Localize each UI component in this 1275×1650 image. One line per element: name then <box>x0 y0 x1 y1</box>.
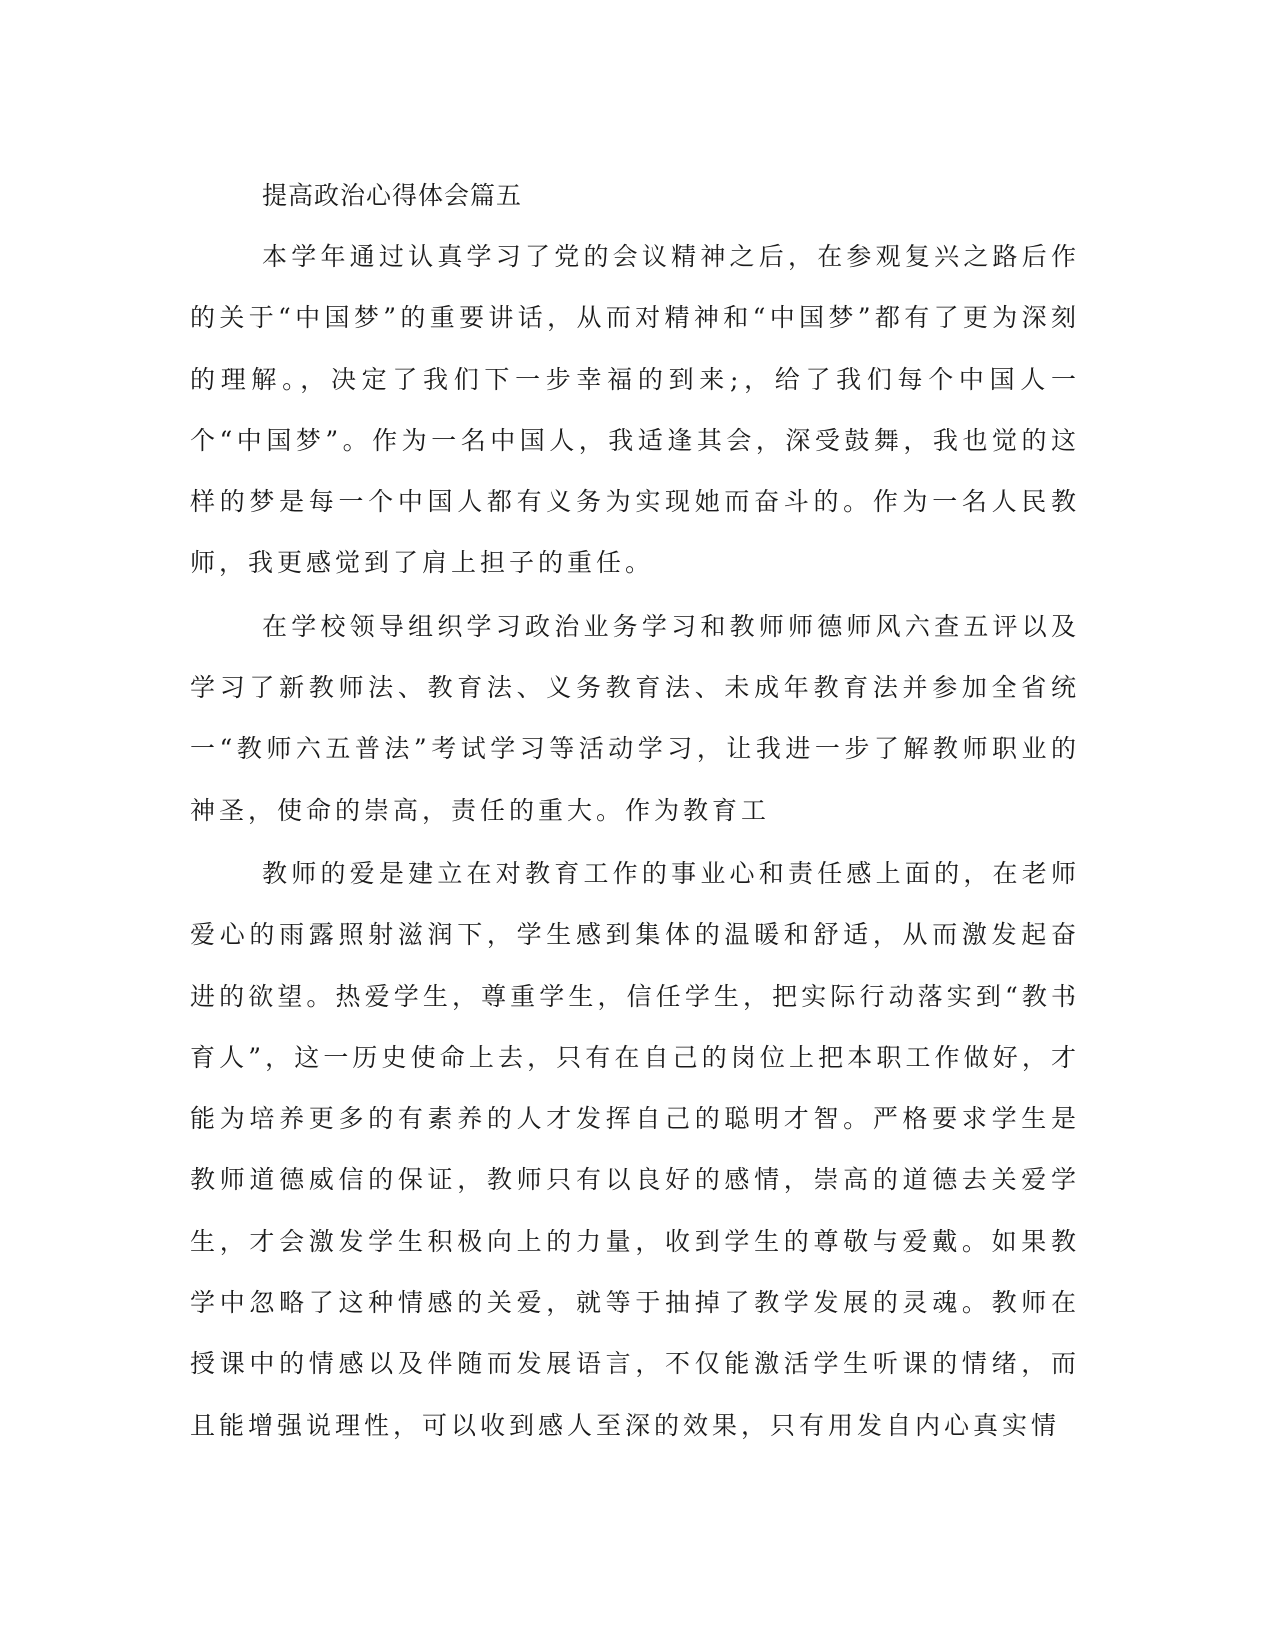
paragraph-1: 本学年通过认真学习了党的会议精神之后，在参观复兴之路后作的关于“中国梦”的重要讲话，从而对精神和“中国梦”都有了更为深刻的理解。，决定了我们下一步幸福的到来;，给了我们每个中国人一个“中国梦”。作为一名中国人，我适逢其会，深受鼓舞，我也觉的这样的梦是每一个中国人都有义务为实现她而奋斗的。作为一名人民教师，我更感觉到了肩上担子的重任。 <box>190 242 1080 578</box>
document-body <box>190 168 1080 1458</box>
paragraph-2: 在学校领导组织学习政治业务学习和教师师德师风六查五评以及学习了新教师法、教育法、义务教育法、未成年教育法并参加全省统一“教师六五普法”考试学习等活动学习，让我进一步了解教师职业的神圣，使命的崇高，责任的重大。作为教育工 <box>190 611 1080 825</box>
paragraph-3: 教师的爱是建立在对教育工作的事业心和责任感上面的，在老师爱心的雨露照射滋润下，学生感到集体的温暖和舒适，从而激发起奋进的欲望。热爱学生，尊重学生，信任学生，把实际行动落实到“教书育人”，这一历史使命上去，只有在自己的岗位上把本职工作做好，才能为培养更多的有素养的人才发挥自己的聪明才智。严格要求学生是教师道德威信的保证，教师只有以良好的感情，崇高的道德去关爱学生，才会激发学生积极向上的力量，收到学生的尊敬与爱戴。如果教学中忽略了这种情感的关爱，就等于抽掉了教学发展的灵魂。教师在授课中的情感以及伴随而发展语言，不仅能激活学生听课的情绪，而且能增强说理性，可以收到感人至深的效果，只有用发自内心真实情 <box>190 858 1080 1440</box>
document-title: 提高政治心得体会篇五 <box>262 181 523 210</box>
